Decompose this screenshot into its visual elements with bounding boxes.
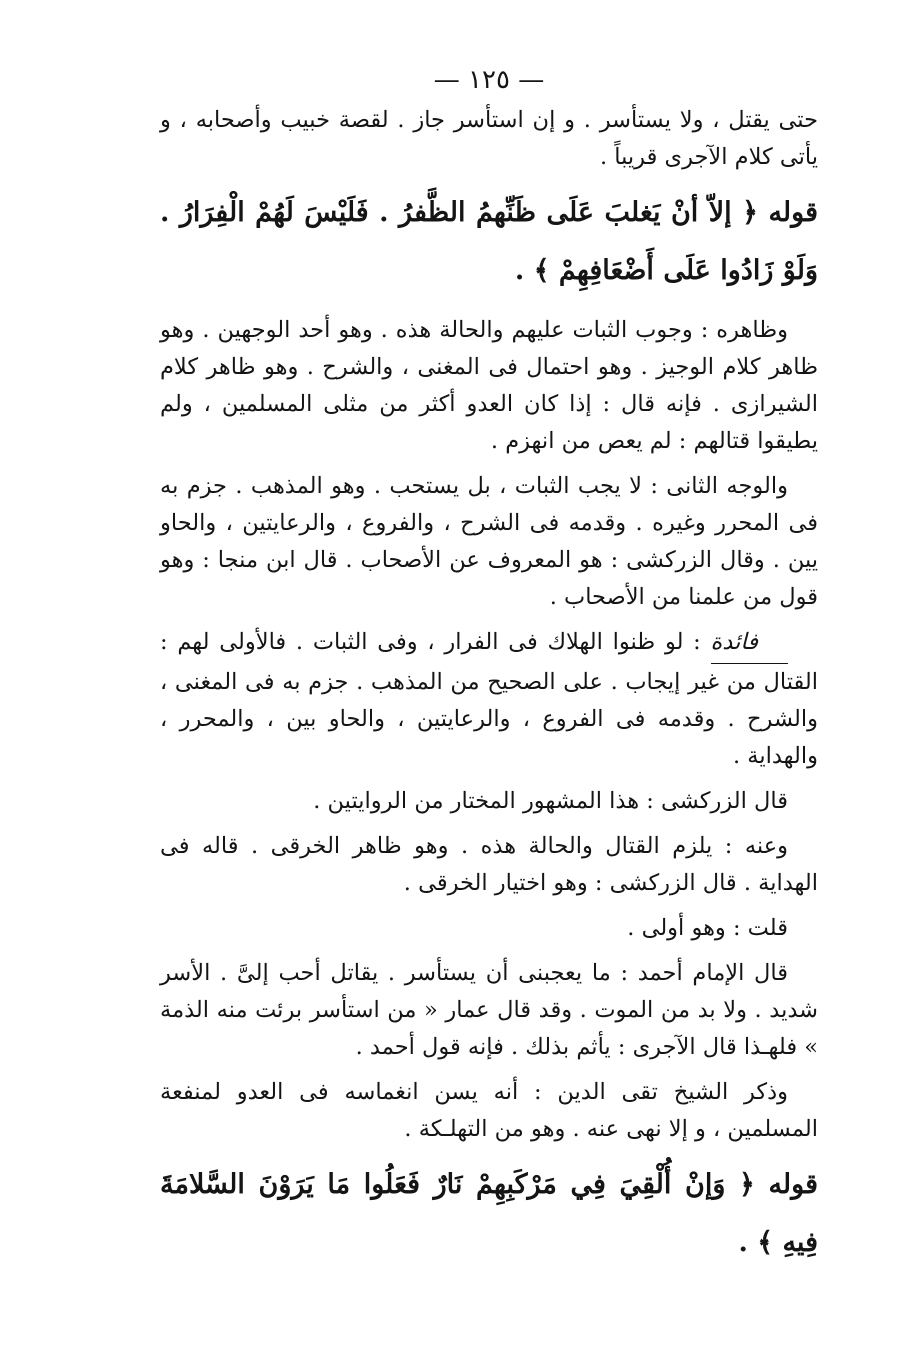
paragraph: قال الإمام أحمد : ما يعجبنى أن يستأسر . يقاتل أحب إلىَّ . الأسر شديد . ولا بد من الموت . وقد قال عمار « من استأسر برئت منه الذمة » فلهـذا قال الآجرى : يأثم بذلك . فإنه قول أحمد . xyxy=(160,960,818,1060)
paragraph: قال الزركشى : هذا المشهور المختار من الروايتين . xyxy=(313,788,788,814)
quran-quote xyxy=(160,184,818,300)
faida-label: فائدة xyxy=(711,624,788,664)
paragraph-faida xyxy=(160,624,818,775)
quote-text: ﴿ إلاّ أنْ يَغلبَ عَلَى ظَنِّهمُ الظَّفرُ . فَلَيْسَ لَهُمْ الْفِرَارُ . وَلَوْ زَادُوا عَلَى أَضْعَافِهِمْ ﴾ . xyxy=(160,197,818,286)
quote-label: قوله xyxy=(768,1169,818,1200)
paragraph: وذكر الشيخ تقى الدين : أنه يسن انغماسه فى العدو لمنفعة المسلمين ، و إلا نهى عنه . وهو من التهلـكة . xyxy=(160,1079,818,1142)
paragraph: قلت : وهو أولى . xyxy=(627,915,788,941)
faida-text: : لو ظنوا الهلاك فى الفرار ، وفى الثبات . فالأولى لهم : القتال من غير إيجاب . على الصحيح من المذهب . جزم به فى المغنى ، والشرح . وقدمه فى الفروع ، والرعايتين ، والحاو بين ، والمحرر ، والهداية . xyxy=(160,629,818,769)
paragraph: والوجه الثانى : لا يجب الثبات ، بل يستحب . وهو المذهب . جزم به فى المحرر وغيره . وقدمه فى الشرح ، والفروع ، والرعايتين ، والحاو يين . وقال الزركشى : هو المعروف عن الأصحاب . قال ابن منجا : وهو قول من علمنا من الأصحاب . xyxy=(160,473,818,610)
paragraph: وظاهره : وجوب الثبات عليهم والحالة هذه . وهو أحد الوجهين . وهو ظاهر كلام الوجيز . وهو احتمال فى المغنى ، والشرح . وهو ظاهر كلام الشيرازى . فإنه قال : إذا كان العدو أكثر من مثلى المسلمين ، ولم يطيقوا قتالهم : لم يعص من انهزم . xyxy=(160,317,818,454)
quran-quote xyxy=(160,1156,818,1272)
page-number: — ١٢٥ — xyxy=(433,65,545,95)
quote-label: قوله xyxy=(768,197,819,228)
quote-text: ﴿ وَإنْ أُلْقِيَ فِي مَرْكَبِهِمْ نَارٌ فَعَلُوا مَا يَرَوْنَ السَّلامَةَ فِيهِ ﴾ . xyxy=(160,1169,818,1258)
paragraph: حتى يقتل ، ولا يستأسر . و إن استأسر جاز . لقصة خبيب وأصحابه ، و يأتى كلام الآجرى قريباً . xyxy=(160,107,818,170)
paragraph: وعنه : يلزم القتال والحالة هذه . وهو ظاهر الخرقى . قاله فى الهداية . قال الزركشى : وهو اختيار الخرقى . xyxy=(160,833,818,896)
